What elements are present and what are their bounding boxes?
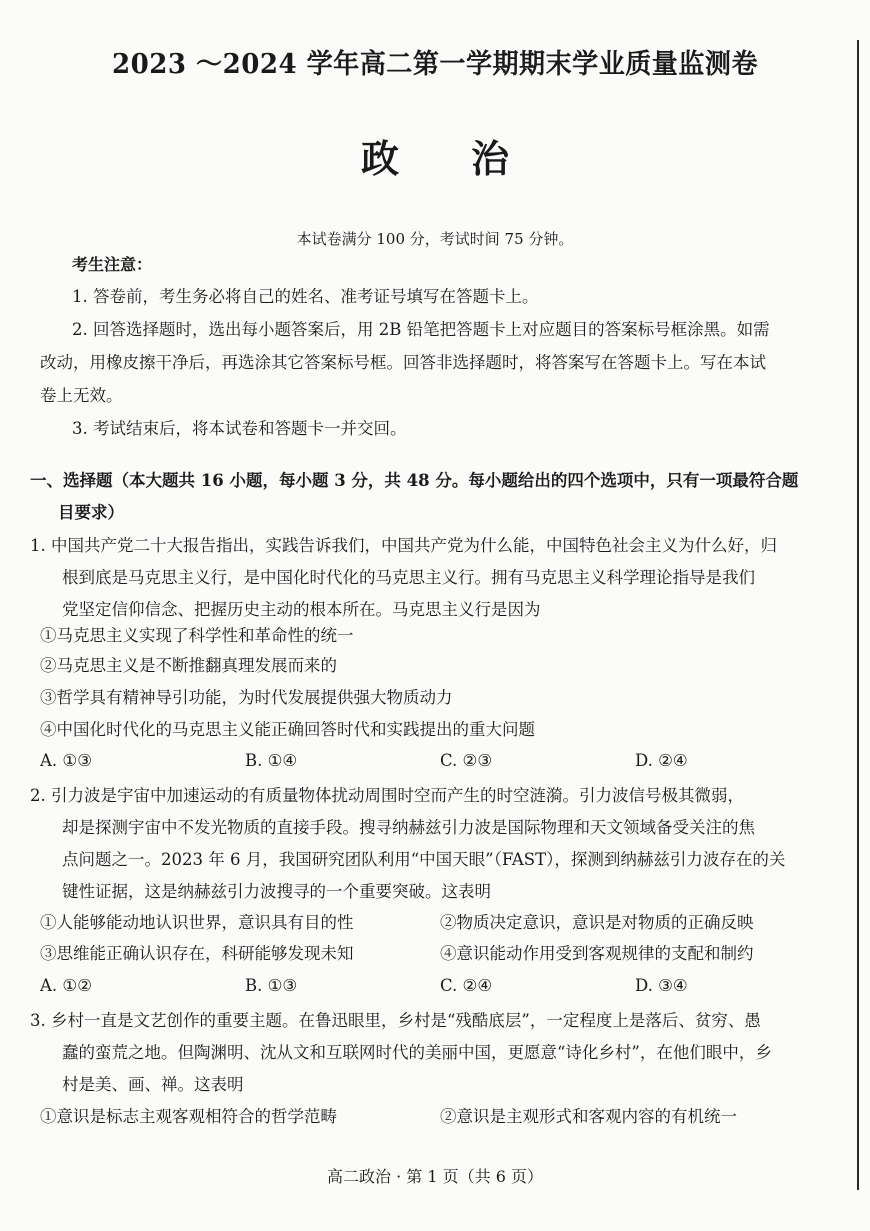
- q1-stem-line-1: 1. 中国共产党二十大报告指出，实践告诉我们，中国共产党为什么能，中国特色社会主义为什么好，归: [30, 536, 777, 555]
- score-info: 本试卷满分 100 分，考试时间 75 分钟。: [296, 230, 574, 248]
- q2-option-b: B. ①③: [245, 976, 298, 995]
- page-edge-line: [857, 40, 859, 1190]
- q2-statement-1: ①人能够能动地认识世界，意识具有目的性: [40, 913, 354, 932]
- notice-item-2-line-2: 改动，用橡皮擦干净后，再选涂其它答案标号框。回答非选择题时，将答案写在答题卡上。写在本试: [40, 353, 766, 372]
- q1-option-d: D. ②④: [635, 751, 688, 770]
- q2-option-a: A. ①②: [40, 976, 92, 995]
- notice-heading: 考生注意：: [72, 255, 153, 274]
- q1-statement-3: ③哲学具有精神导引功能，为时代发展提供强大物质动力: [40, 688, 453, 707]
- q1-stem-line-2: 根到底是马克思主义行，是中国化时代化的马克思主义行。拥有马克思主义科学理论指导是我们: [62, 568, 755, 587]
- q3-statement-2: ②意识是主观形式和客观内容的有机统一: [440, 1107, 737, 1126]
- page-footer: 高二政治 · 第 1 页（共 6 页）: [327, 1167, 543, 1186]
- q2-stem-line-1: 2. 引力波是宇宙中加速运动的有质量物体扰动周围时空而产生的时空涟漪。引力波信号极其微弱，: [30, 786, 744, 805]
- q2-stem-line-3: 点问题之一。2023 年 6 月，我国研究团队利用“中国天眼”（FAST），探测到纳赫兹引力波存在的关: [62, 850, 786, 869]
- q1-option-b: B. ①④: [245, 751, 298, 770]
- q3-statement-1: ①意识是标志主观客观相符合的哲学范畴: [40, 1107, 337, 1126]
- q2-option-d: D. ③④: [635, 976, 688, 995]
- section-heading-line-1: 一、选择题（本大题共 16 小题，每小题 3 分，共 48 分。每小题给出的四个选项中，只有一项最符合题: [30, 471, 799, 490]
- notice-item-2-line-3: 卷上无效。: [40, 386, 123, 405]
- q3-stem-line-2: 蠢的蛮荒之地。但陶渊明、沈从文和互联网时代的美丽中国，更愿意“诗化乡村”，在他们眼中，乡: [62, 1043, 772, 1062]
- q2-statement-2: ②物质决定意识，意识是对物质的正确反映: [440, 913, 754, 932]
- notice-item-3: 3. 考试结束后，将本试卷和答题卡一并交回。: [72, 419, 407, 438]
- notice-item-2-line-1: 2. 回答选择题时，选出每小题答案后，用 2B 铅笔把答题卡上对应题目的答案标号框涂黑。如需: [72, 320, 770, 339]
- q1-stem-line-3: 党坚定信仰信念、把握历史主动的根本所在。马克思主义行是因为: [62, 600, 541, 619]
- notice-item-1: 1. 答卷前，考生务必将自己的姓名、准考证号填写在答题卡上。: [72, 287, 539, 306]
- q2-stem-line-2: 却是探测宇宙中不发光物质的直接手段。搜寻纳赫兹引力波是国际物理和天文领域备受关注的焦: [62, 818, 755, 837]
- q1-option-a: A. ①③: [40, 751, 92, 770]
- q1-statement-4: ④中国化时代化的马克思主义能正确回答时代和实践提出的重大问题: [40, 720, 535, 739]
- q1-statement-1: ①马克思主义实现了科学性和革命性的统一: [40, 626, 354, 645]
- q1-statement-2: ②马克思主义是不断推翻真理发展而来的: [40, 656, 337, 675]
- section-heading-line-2: 目要求）: [58, 503, 124, 522]
- q2-option-c: C. ②④: [440, 976, 493, 995]
- q1-option-c: C. ②③: [440, 751, 493, 770]
- q2-statement-4: ④意识能动作用受到客观规律的支配和制约: [440, 944, 754, 963]
- subject-title: 政治: [360, 136, 581, 181]
- exam-title: 2023 ～2024 学年高二第一学期期末学业质量监测卷: [111, 49, 759, 80]
- q2-stem-line-4: 键性证据，这是纳赫兹引力波搜寻的一个重要突破。这表明: [62, 882, 491, 901]
- q2-statement-3: ③思维能正确认识存在，科研能够发现未知: [40, 944, 354, 963]
- q3-stem-line-3: 村是美、画、禅。这表明: [62, 1075, 244, 1094]
- q3-stem-line-1: 3. 乡村一直是文艺创作的重要主题。在鲁迅眼里，乡村是“残酷底层”，一定程度上是落后、贫穷、愚: [30, 1011, 761, 1030]
